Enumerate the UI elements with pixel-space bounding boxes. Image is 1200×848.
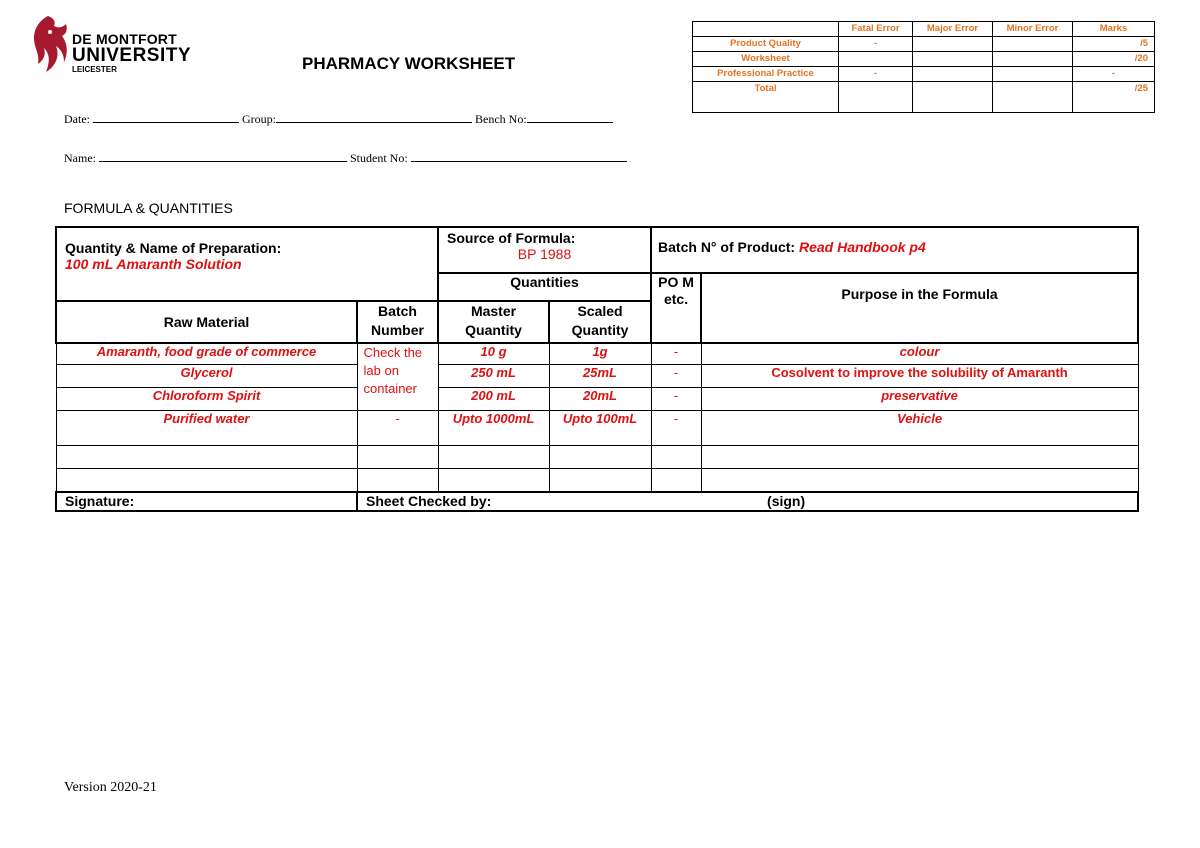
material-cell: Chloroform Spirit (56, 388, 357, 411)
marks-col-marks: Marks (1073, 22, 1155, 37)
marks-cell-fatal[interactable]: - (839, 67, 913, 82)
marks-cell-fatal[interactable] (839, 82, 913, 113)
source-value: BP 1988 (517, 246, 572, 262)
blank-cell[interactable] (438, 446, 549, 469)
master-cell: 200 mL (438, 388, 549, 411)
marks-row-worksheet (693, 52, 1155, 67)
raw-material-header: Raw Material (56, 301, 357, 343)
material-cell: Purified water (56, 411, 357, 446)
purpose-cell: Vehicle (701, 411, 1138, 446)
material-cell: Amaranth, food grade of commerce (56, 343, 357, 365)
item-row (56, 365, 1138, 388)
blank-cell[interactable] (701, 446, 1138, 469)
blank-cell[interactable] (549, 446, 651, 469)
name-label: Name: (64, 151, 96, 165)
marks-row-product-quality (693, 37, 1155, 52)
marks-cell-minor[interactable] (993, 67, 1073, 82)
marks-row-professional-practice (693, 67, 1155, 82)
blank-cell[interactable] (56, 469, 357, 493)
student-label: Student No: (350, 151, 408, 165)
marks-row-total (693, 82, 1155, 113)
marks-cell-major[interactable] (913, 52, 993, 67)
group-label: Group: (242, 112, 276, 126)
marks-table (692, 21, 1155, 113)
blank-row (56, 446, 1138, 469)
date-field[interactable] (93, 110, 239, 123)
marks-cell-fatal[interactable]: - (839, 37, 913, 52)
pom-header: PO M etc. (651, 273, 701, 343)
pom-cell: - (651, 365, 701, 388)
batch-number-header: Batch Number (357, 301, 438, 343)
marks-cell-major[interactable] (913, 37, 993, 52)
marks-cell-minor[interactable] (993, 37, 1073, 52)
griffin-icon (30, 14, 70, 76)
scaled-cell: Upto 100mL (549, 411, 651, 446)
marks-header-blank (693, 22, 839, 37)
signature-cell[interactable]: Signature: (56, 492, 357, 511)
blank-cell[interactable] (438, 469, 549, 493)
source-cell (438, 227, 651, 273)
marks-col-fatal: Fatal Error (839, 22, 913, 37)
purpose-header: Purpose in the Formula (701, 273, 1138, 343)
pom-cell: - (651, 388, 701, 411)
blank-cell[interactable] (357, 446, 438, 469)
marks-header-row (693, 22, 1155, 37)
batch-cell: - (357, 411, 438, 446)
logo-line-1: DE MONTFORT (72, 31, 177, 47)
section-title: FORMULA & QUANTITIES (64, 200, 233, 216)
signature-row (56, 492, 1138, 511)
master-cell: 10 g (438, 343, 549, 365)
blank-cell[interactable] (549, 469, 651, 493)
sign-label: (sign) (767, 493, 806, 509)
purpose-cell: colour (701, 343, 1138, 365)
marks-cell-marks[interactable]: /5 (1073, 37, 1155, 52)
marks-cell-marks[interactable]: /25 (1073, 82, 1155, 113)
blank-cell[interactable] (357, 469, 438, 493)
master-quantity-header: Master Quantity (438, 301, 549, 343)
university-logo (30, 14, 190, 80)
group-field[interactable] (276, 110, 472, 123)
purpose-cell: preservative (701, 388, 1138, 411)
formula-top-row (56, 227, 1138, 273)
marks-cell-fatal[interactable] (839, 52, 913, 67)
page-title: PHARMACY WORKSHEET (302, 54, 516, 73)
logo-line-3: LEICESTER (72, 65, 117, 74)
item-row (56, 388, 1138, 411)
pom-cell: - (651, 411, 701, 446)
scaled-cell: 1g (549, 343, 651, 365)
preparation-cell (56, 227, 438, 301)
purpose-cell: Cosolvent to improve the solubility of Amaranth (701, 365, 1138, 388)
blank-cell[interactable] (56, 446, 357, 469)
quantities-header: Quantities (438, 273, 651, 301)
blank-cell[interactable] (651, 469, 701, 493)
marks-row-label: Worksheet (693, 52, 839, 67)
info-row-1 (64, 110, 613, 127)
marks-cell-major[interactable] (913, 67, 993, 82)
student-field[interactable] (411, 149, 627, 162)
item-row (56, 343, 1138, 365)
pom-cell: - (651, 343, 701, 365)
marks-cell-major[interactable] (913, 82, 993, 113)
marks-cell-marks[interactable]: /20 (1073, 52, 1155, 67)
marks-cell-minor[interactable] (993, 52, 1073, 67)
logo-line-2: UNIVERSITY (72, 45, 192, 66)
preparation-value: 100 mL Amaranth Solution (65, 256, 242, 272)
blank-row (56, 469, 1138, 493)
material-cell: Glycerol (56, 365, 357, 388)
formula-table (55, 226, 1139, 512)
info-row-2 (64, 149, 627, 166)
master-cell: 250 mL (438, 365, 549, 388)
batch-note-cell: Check the lab on container (357, 343, 438, 411)
checked-by-label: Sheet Checked by: (366, 493, 492, 509)
batch-product-label: Batch N° of Product: (658, 239, 796, 255)
marks-col-major: Major Error (913, 22, 993, 37)
preparation-label: Quantity & Name of Preparation: (65, 240, 282, 256)
blank-cell[interactable] (701, 469, 1138, 493)
version-label: Version 2020-21 (64, 780, 157, 795)
scaled-quantity-header: Scaled Quantity (549, 301, 651, 343)
marks-cell-minor[interactable] (993, 82, 1073, 113)
source-label: Source of Formula: (447, 230, 576, 246)
bench-field[interactable] (527, 110, 613, 123)
name-field[interactable] (99, 149, 347, 162)
batch-product-cell (651, 227, 1138, 273)
marks-row-label: Product Quality (693, 37, 839, 52)
marks-cell-marks[interactable]: - (1073, 67, 1155, 82)
marks-col-minor: Minor Error (993, 22, 1073, 37)
item-row (56, 411, 1138, 446)
master-cell: Upto 1000mL (438, 411, 549, 446)
batch-product-value: Read Handbook p4 (798, 239, 926, 255)
checked-by-cell[interactable] (357, 492, 1138, 511)
bench-label: Bench No: (475, 112, 527, 126)
blank-cell[interactable] (651, 446, 701, 469)
marks-row-label: Professional Practice (693, 67, 839, 82)
scaled-cell: 25mL (549, 365, 651, 388)
marks-row-label: Total (693, 82, 839, 113)
scaled-cell: 20mL (549, 388, 651, 411)
date-label: Date: (64, 112, 90, 126)
